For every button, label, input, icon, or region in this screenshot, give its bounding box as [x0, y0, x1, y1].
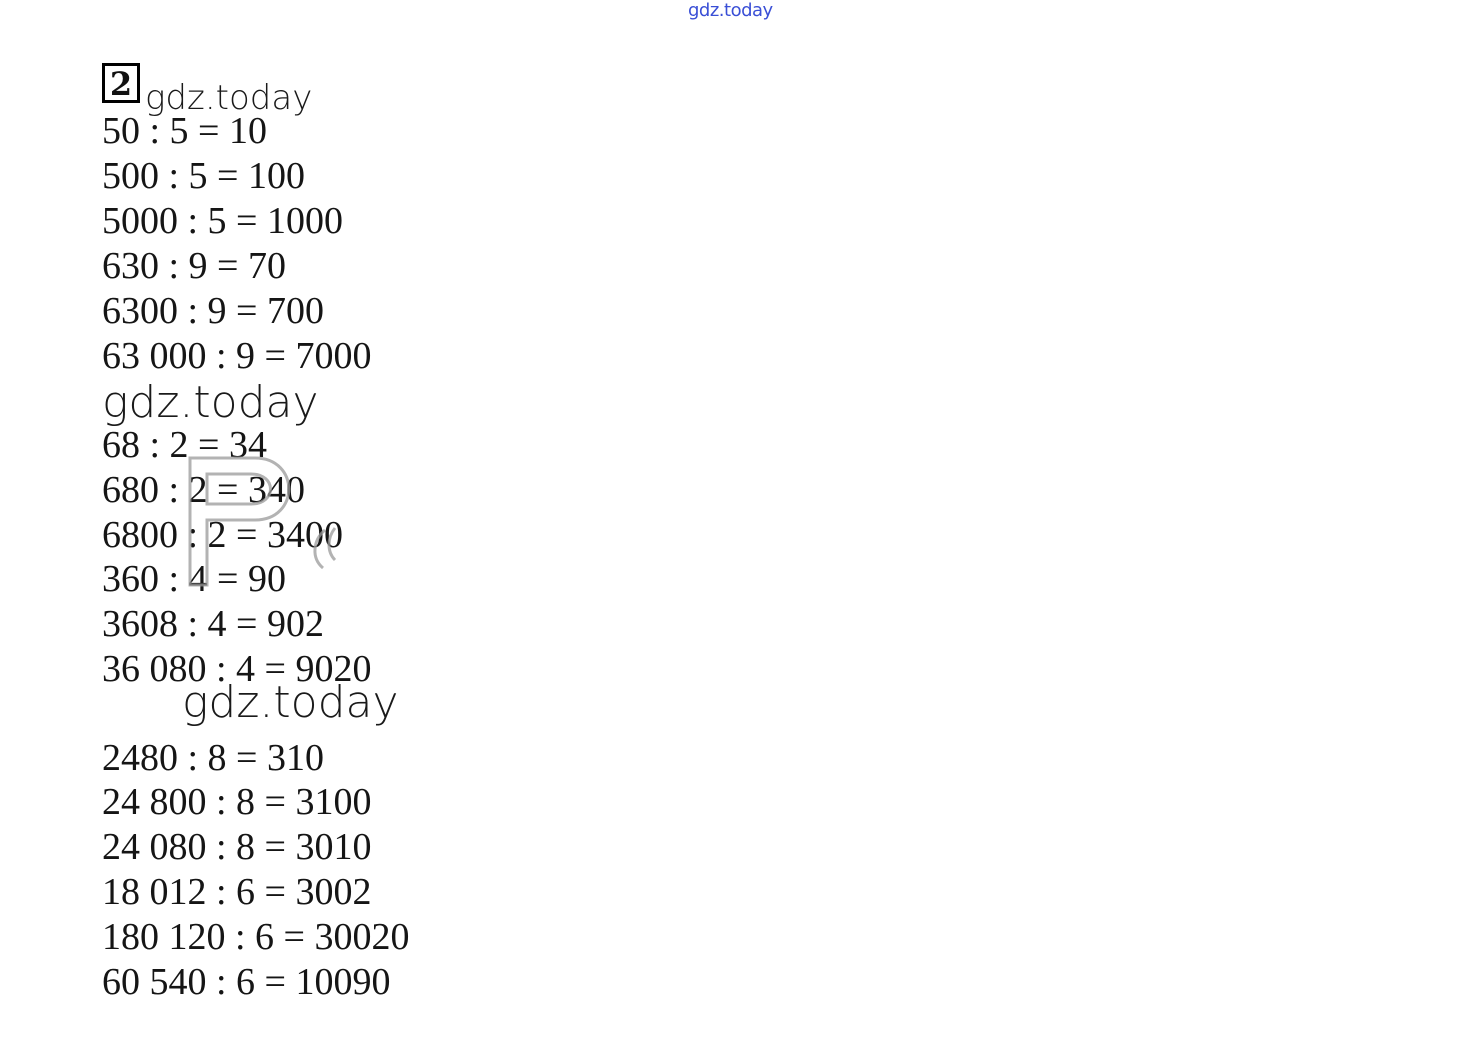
watermark-2: gdz.today — [102, 377, 319, 428]
equation-row: 63 000 : 9 = 7000 — [102, 335, 372, 377]
top-watermark: gdz.today — [688, 0, 773, 21]
equation-row: 180 120 : 6 = 30020 — [102, 916, 410, 958]
equation-row: 6300 : 9 = 700 — [102, 290, 324, 332]
watermark-3: gdz.today — [182, 677, 399, 728]
equation-row: 360 : 4 = 90 — [102, 558, 286, 600]
equation-row: 68 : 2 = 34 — [102, 424, 267, 466]
watermark-1: gdz.today — [145, 78, 313, 118]
equation-row: 50 : 5 = 10 — [102, 110, 267, 152]
equation-row: 500 : 5 = 100 — [102, 155, 305, 197]
equation-row: 6800 : 2 = 3400 — [102, 514, 343, 556]
equation-row: 5000 : 5 = 1000 — [102, 200, 343, 242]
equation-row: 24 800 : 8 = 3100 — [102, 781, 372, 823]
equation-row: 2480 : 8 = 310 — [102, 737, 324, 779]
task-number-box: 2 — [102, 63, 140, 103]
equation-row: 60 540 : 6 = 10090 — [102, 961, 391, 1003]
equation-row: 24 080 : 8 = 3010 — [102, 826, 372, 868]
equation-row: 36 080 : 4 = 9020 — [102, 648, 372, 690]
equation-row: 680 : 2 = 340 — [102, 469, 305, 511]
equation-row: 3608 : 4 = 902 — [102, 603, 324, 645]
equation-row: 630 : 9 = 70 — [102, 245, 286, 287]
equation-row: 18 012 : 6 = 3002 — [102, 871, 372, 913]
